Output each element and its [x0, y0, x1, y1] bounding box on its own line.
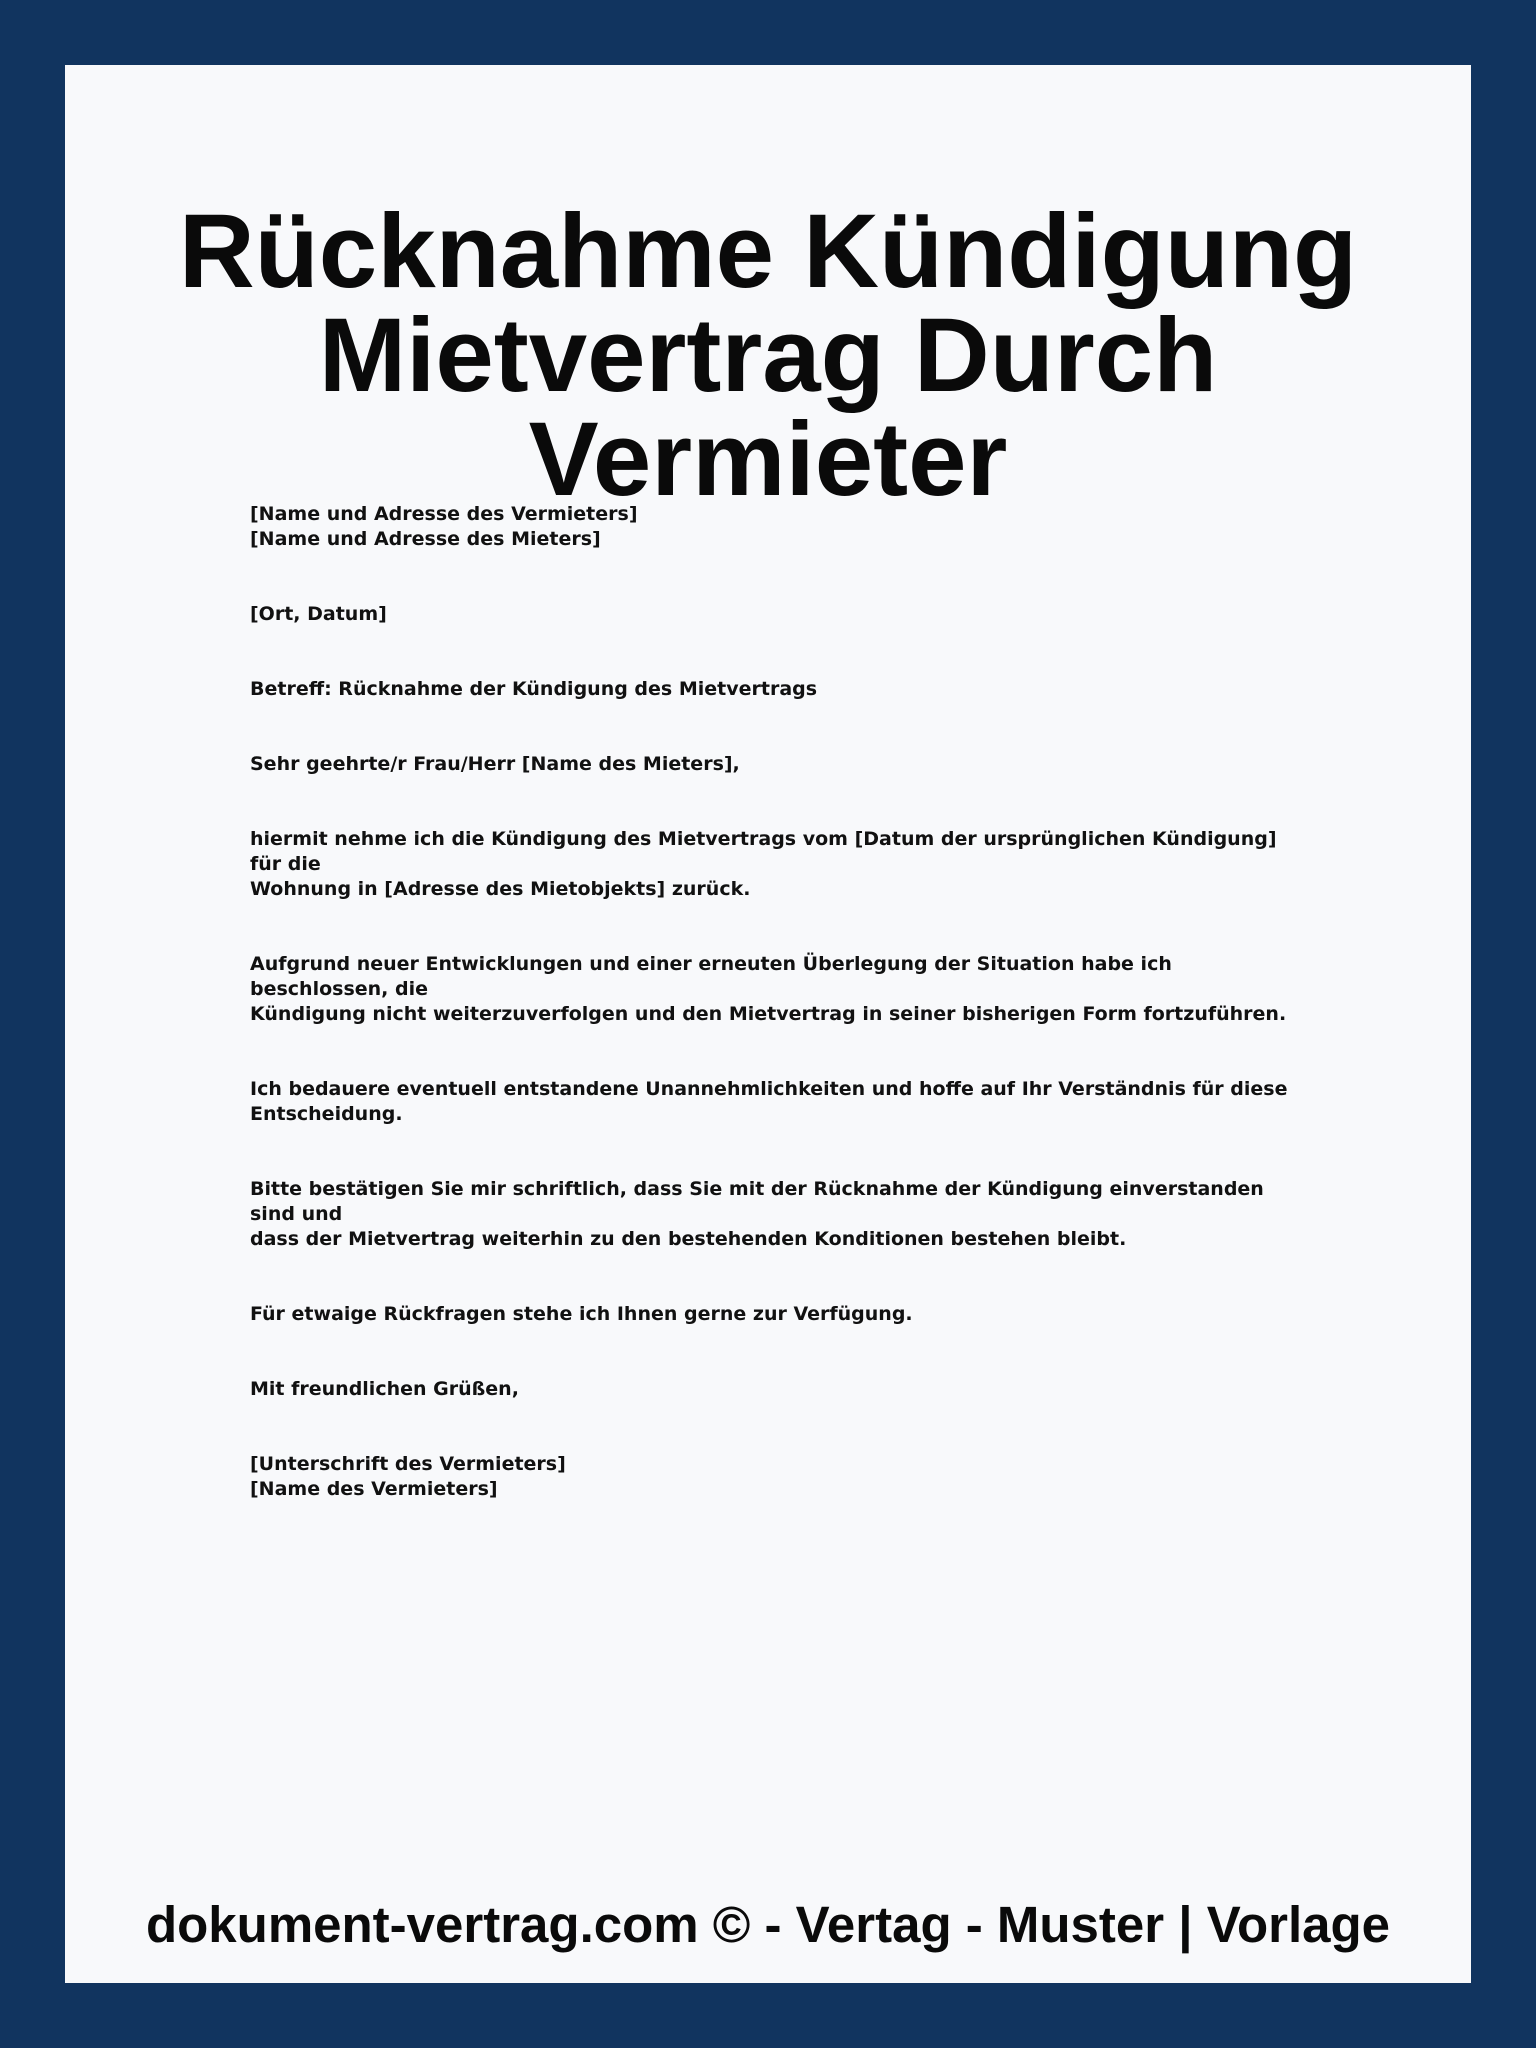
subject-text: Betreff: Rücknahme der Kündigung des Mietvertrags: [250, 678, 818, 700]
place-date: [250, 602, 1290, 627]
paragraph-questions: [250, 1302, 1290, 1327]
signature-placeholder: [Unterschrift des Vermieters]: [250, 1453, 566, 1475]
paragraph-line: dass der Mietvertrag weiterhin zu den bestehenden Konditionen bestehen bleibt.: [250, 1228, 1127, 1250]
address-block: [250, 502, 1290, 552]
paragraph-confirmation: [250, 1177, 1290, 1252]
signature-block: [250, 1452, 1290, 1502]
paragraph-line: Für etwaige Rückfragen stehe ich Ihnen gerne zur Verfügung.: [250, 1303, 913, 1325]
sender-address: [Name und Adresse des Vermieters]: [250, 503, 638, 525]
place-date-text: [Ort, Datum]: [250, 603, 387, 625]
title-line-2: Mietvertrag Durch Vermieter: [318, 297, 1218, 518]
paragraph-reason: [250, 952, 1290, 1027]
closing: [250, 1377, 1290, 1402]
signer-name: [Name des Vermieters]: [250, 1478, 498, 1500]
subject-line: [250, 677, 1290, 702]
salutation: [250, 752, 1290, 777]
closing-text: Mit freundlichen Grüßen,: [250, 1378, 519, 1400]
recipient-address: [Name und Adresse des Mieters]: [250, 528, 601, 550]
paragraph-line: Ich bedauere eventuell entstandene Unannehmlichkeiten und hoffe auf Ihr Verständnis für diese: [250, 1078, 1288, 1100]
title-line-1: Rücknahme Kündigung: [178, 193, 1358, 310]
paragraph-line: Wohnung in [Adresse des Mietobjekts] zurück.: [250, 878, 751, 900]
letter-body: [250, 502, 1290, 1552]
footer-credit: dokument-vertrag.com © - Vertag - Muster | Vorlage: [146, 1896, 1390, 1953]
paragraph-withdrawal: [250, 827, 1290, 902]
paragraph-line: Aufgrund neuer Entwicklungen und einer erneuten Überlegung der Situation habe ich beschlossen, die: [250, 953, 1172, 1000]
paragraph-apology: [250, 1077, 1290, 1127]
paragraph-line: Entscheidung.: [250, 1103, 403, 1125]
paragraph-line: Kündigung nicht weiterzuverfolgen und den Mietvertrag in seiner bisherigen Form fortzuführen.: [250, 1003, 1287, 1025]
document-page: [65, 65, 1471, 1983]
paragraph-line: Bitte bestätigen Sie mir schriftlich, dass Sie mit der Rücknahme der Kündigung einverstanden sind und: [250, 1178, 1264, 1225]
paragraph-line: hiermit nehme ich die Kündigung des Mietvertrags vom [Datum der ursprünglichen Kündigung] für die: [250, 828, 1277, 875]
salutation-text: Sehr geehrte/r Frau/Herr [Name des Mieters],: [250, 753, 740, 775]
